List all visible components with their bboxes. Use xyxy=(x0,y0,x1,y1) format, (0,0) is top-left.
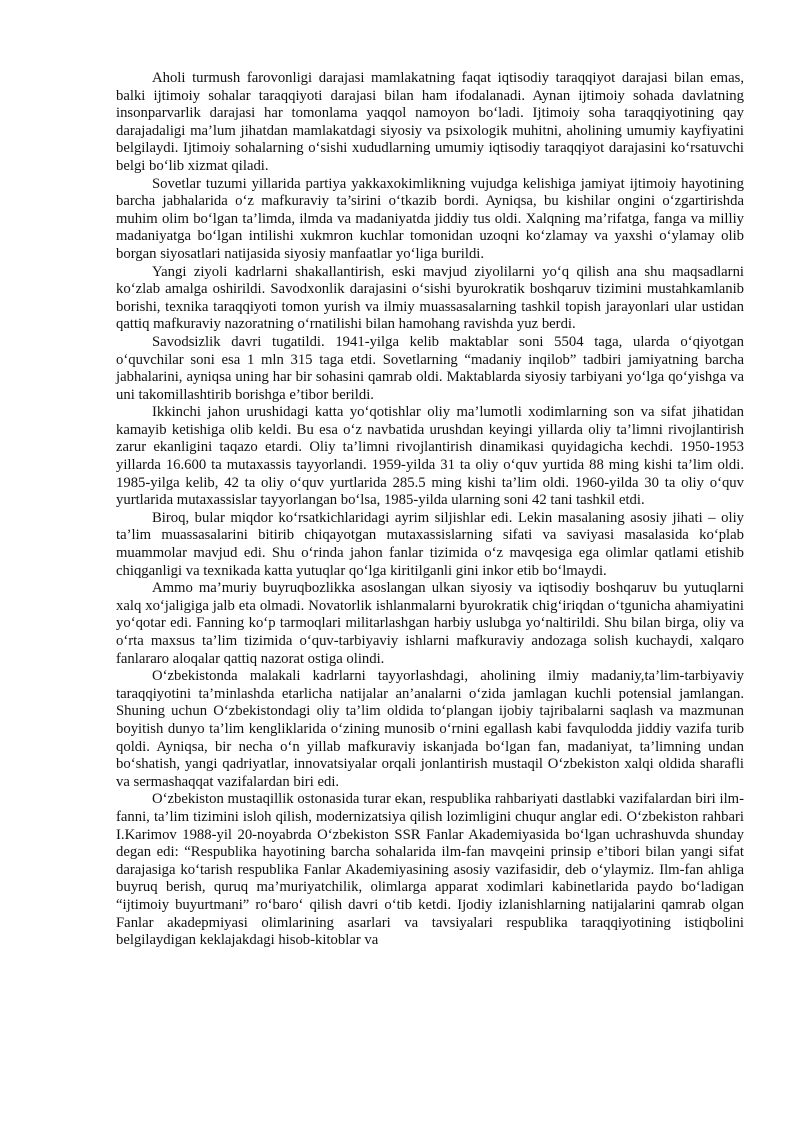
document-body xyxy=(116,70,744,950)
paragraph: Biroq, bular miqdor ko‘rsatkichlaridagi ayrim siljishlar edi. Lekin masalaning asosiy jihati – oliy ta’lim muassasalarini bitirib chiqayotgan mutaxassislarning sifati va saviyasi masalasida ko‘plab muammolar mavjud edi. Shu o‘rinda jahon fanlar tizimida o‘z mavqesiga ega olimlar qatlami etishib chiqganligi va texnikada katta yutuqlar qo‘lga kiritilganli gini inkor etib bo‘lmaydi. xyxy=(116,509,744,579)
paragraph: Ikkinchi jahon urushidagi katta yo‘qotishlar oliy ma’lumotli xodimlarning son va sifat jihatidan kamayib ketishiga olib keldi. Bu esa o‘z navbatida urushdan keyingi yillarda oliy ta’limni rivojlantirish zarur ekanligini taqazo etardi. Oliy ta’limni rivojlantirish dinamikasi quyidagicha kechdi. 1950-1953 yillarda 16.600 ta mutaxassis tayyorlandi. 1959-yilda 31 ta oliy o‘quv yurtida 88 ming kishi ta’lim oldi. 1985-yilga kelib, 42 ta oliy o‘quv yurtlarida 285.5 ming kishi ta’lim oldi. 1960-yilda 30 ta oliy o‘quv yurtlarida mutaxassislar tayyorlangan bo‘lsa, 1985-yilda ularning soni 42 tani tashkil etdi. xyxy=(116,404,744,509)
paragraph: O‘zbekistonda malakali kadrlarni tayyorlashdagi, aholining ilmiy madaniy,ta’lim-tarbiyaviy taraqqiyotini ta’minlashda etarlicha natijalar an’analarni o‘zida jamlagan kuchli potensial jamlangan. Shuning uchun O‘zbekistondagi oliy ta’lim oldida to‘plangan ijobiy tajribalarni saqlash va mazmunan boyitish dunyo ta’lim kengliklarida o‘zining munosib o‘rnini egallash kabi favqulodda jiddiy vazifa turib qoldi. Ayniqsa, bir necha o‘n yillab mafkuraviy iskanjada bo‘lgan fan, madaniyat, ta’limning undan bo‘shatish, yangi qadriyatlar, innovatsiyalar orqali jonlantirish mustaqil O‘zbekiston xalqi oldida sharafli va sermashaqqat vazifalardan biri edi. xyxy=(116,668,744,790)
paragraph: Savodsizlik davri tugatildi. 1941-yilga kelib maktablar soni 5504 taga, ularda o‘qiyotgan o‘quvchilar soni esa 1 mln 315 taga etdi. Sovetlarning “madaniy inqilob” tadbiri jamiyatning barcha jabhalarini, ayniqsa uning har bir sohasini qamrab oldi. Maktablarda siyosiy tarbiyani yo‘lga qo‘yishga va uni takomillashtirib borishga e’tibor berildi. xyxy=(116,333,744,403)
paragraph: Yangi ziyoli kadrlarni shakallantirish, eski mavjud ziyolilarni yo‘q qilish ana shu maqsadlarni ko‘zlab amalga oshirildi. Savodxonlik darajasini o‘sishi byurokratik boshqaruv tizimini mustahkamlanib borishi, texnika taraqqiyoti tomon yurish va ilmiy muassasalarning tashkil topish jarayonlari ular ustidan qattiq mafkuraviy nazoratning o‘rnatilishi bilan hamohang ravishda yuz berdi. xyxy=(116,263,744,333)
paragraph: Sovetlar tuzumi yillarida partiya yakkaxokimlikning vujudga kelishiga jamiyat ijtimoiy hayotining barcha jabhalarida o‘z mafkuraviy ta’sirini o‘tkazib bordi. Ayniqsa, bu kishilar ongini o‘zgartirishda muhim olim bo‘lgan ta’limda, ilmda va madaniyatda jiddiy tus oldi. Xalqning ma’rifatga, fanga va milliy madaniyatga bo‘lgan intilishi xukmron kuchlar tomonidan uzoqni ko‘zlamay va yaxshi o‘ylamay olib borgan siyosatlari natijasida siyosiy manfaatlar yo‘liga burildi. xyxy=(116,175,744,262)
paragraph: Ammo ma’muriy buyruqbozlikka asoslangan ulkan siyosiy va iqtisodiy boshqaruv bu yutuqlarni xalq xo‘jaligiga jalb eta olmadi. Novatorlik ishlanmalarni byurokratik chig‘iriqdan o‘tgunicha ahamiyatini yo‘qotar edi. Fanning ko‘p tarmoqlari militarlashgan harbiy uslubga yo‘naltirildi. Shu bilan birga, oliy va o‘rta maxsus ta’lim tizimida o‘quv-tarbiyaviy ishlarni mafkuraviy andozaga solish kuchaydi, xalqaro fanlararo aloqalar qattiq nazorat ostiga olindi. xyxy=(116,580,744,667)
paragraph: O‘zbekiston mustaqillik ostonasida turar ekan, respublika rahbariyati dastlabki vazifalardan biri ilm-fanni, ta’lim tizimini isloh qilish, modernizatsiya qilish lozimligini chuqur anglar edi. O‘zbekiston rahbari I.Karimov 1988-yil 20-noyabrda O‘zbekiston SSR Fanlar Akademiyasida bo‘lgan uchrashuvda shunday degan edi: “Respublika hayotining barcha sohalarida ilm-fan mavqeini prinsip e’tibori bilan yangi sifat darajasiga ko‘tarish respublika Fanlar Akademiyasining asosiy vazifasidir, deb o‘ylaymiz. Ilm-fan ahliga buyruq berish, quruq ma’muriyatchilik, olimlarga apparat xodimlari kabinetlarida paydo bo‘ladigan “ijtimoiy buyurtmani” ro‘baro‘ qilish davri o‘tib ketdi. Ijodiy izlanishlarning natijalarini qamrab olgan Fanlar akadepmiyasi olimlarining asarlari va tavsiyalari respublika taraqqiyotining istiqbolini belgilaydigan keklajakdagi hisob-kitoblar va xyxy=(116,791,744,949)
paragraph: Aholi turmush farovonligi darajasi mamlakatning faqat iqtisodiy taraqqiyot darajasi bilan emas, balki ijtimoiy sohalar taraqqiyoti darajasi bilan ham ifodalanadi. Aynan ijtimoiy sohada davlatning insonparvarlik darajasi har tomonlama yaqqol namoyon bo‘ladi. Ijtimoiy soha taraqqiyotining qay darajadaligi ma’lum jihatdan mamlakatdagi siyosiy va psixologik muhitni, aholining umumiy kayfiyatini belgilaydi. Ijtimoiy sohalarning o‘sishi xududlarning umumiy iqtisodiy taraqqiyot darajasini ko‘rsatuvchi belgi bo‘lib xizmat qiladi. xyxy=(116,70,744,174)
